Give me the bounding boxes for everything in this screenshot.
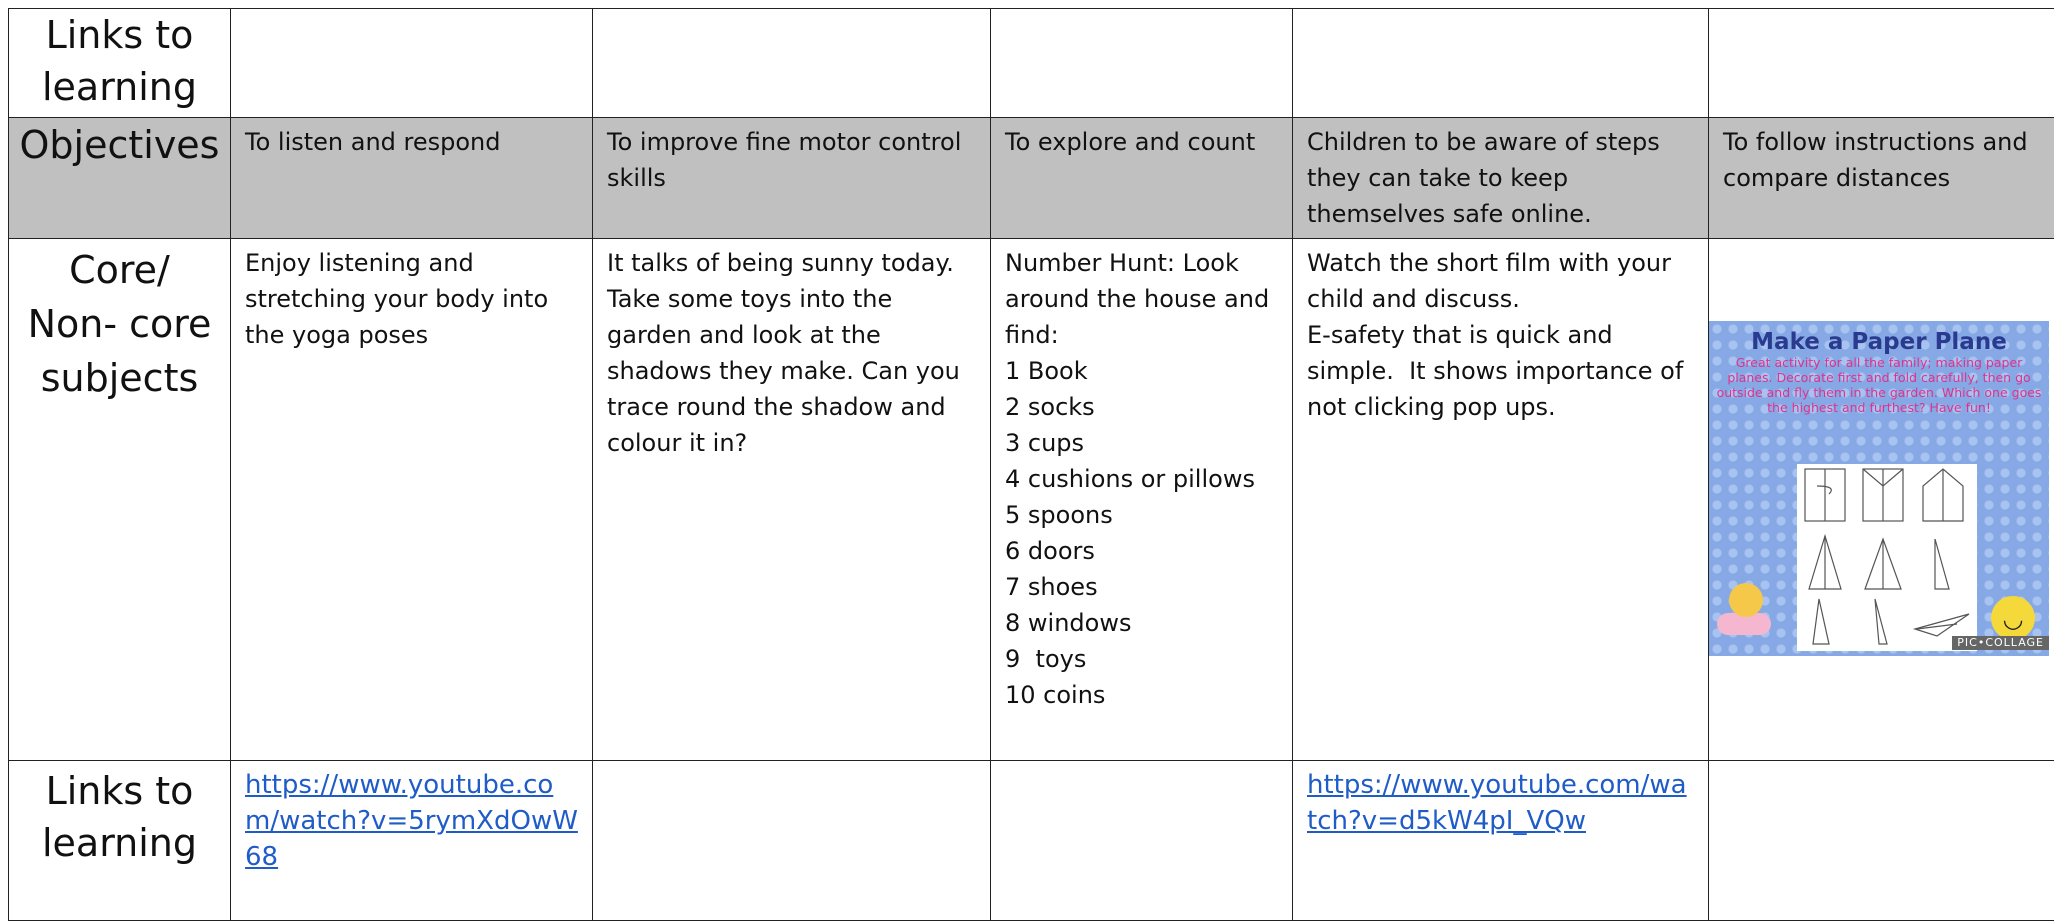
poster-title: Make a Paper Plane: [1709, 321, 2049, 355]
esafety-line-1: Watch the short film with your child and discuss.: [1307, 245, 1694, 317]
core-cell-number-hunt: [991, 239, 1293, 761]
yoga-video-link[interactable]: https://www.youtube.com/watch?v=5rymXdOwW68: [245, 770, 578, 872]
pic-collage-watermark: PIC•COLLAGE: [1952, 636, 2049, 650]
smiley-face-icon: ◡: [1991, 596, 2035, 640]
objective-cell: To explore and count: [991, 118, 1293, 239]
core-row: [9, 239, 2054, 761]
poster-text: Great activity for all the family; making paper planes. Decorate first and fold carefully, then go outside and fly them in the garden. Which one goes the highest and furthest? Have fun!: [1709, 355, 2049, 415]
esafety-video-link[interactable]: https://www.youtube.com/watch?v=d5kW4pI_VQw: [1307, 770, 1687, 836]
objective-cell: To listen and respond: [231, 118, 593, 239]
core-cell-yoga: Enjoy listening and stretching your body into the yoga poses: [231, 239, 593, 761]
links-cell: [1709, 9, 2054, 118]
links-cell: [231, 9, 593, 118]
hunt-item: 2 socks: [1005, 389, 1278, 425]
objectives-row: [9, 118, 2054, 239]
hunt-item: 1 Book: [1005, 353, 1278, 389]
core-cell-paper-plane: [1709, 239, 2054, 761]
core-cell-esafety: [1293, 239, 1709, 761]
hunt-item: 6 doors: [1005, 533, 1278, 569]
objectives-header: Objectives: [9, 118, 231, 239]
core-header: Core/ Non- core subjects: [9, 239, 231, 761]
hunt-item: 9 toys: [1005, 641, 1278, 677]
links-cell: [991, 9, 1293, 118]
links-row-top: [9, 9, 2054, 118]
objective-cell: To follow instructions and compare distances: [1709, 118, 2054, 239]
hunt-item: 7 shoes: [1005, 569, 1278, 605]
links-cell: [593, 9, 991, 118]
hunt-item: 8 windows: [1005, 605, 1278, 641]
objective-cell: To improve fine motor control skills: [593, 118, 991, 239]
hunt-item: 3 cups: [1005, 425, 1278, 461]
hunt-item: 5 spoons: [1005, 497, 1278, 533]
folding-steps-diagram: [1797, 464, 1977, 651]
weekly-learning-table: [8, 8, 2054, 921]
number-hunt-intro: Number Hunt: Look around the house and find:: [1005, 245, 1278, 353]
sun-icon: [1729, 583, 1763, 617]
links-header-top: Links to learning: [9, 9, 231, 118]
links-header-bottom: Links to learning: [9, 761, 231, 921]
paper-plane-folds-icon: [1797, 464, 1977, 651]
hunt-item: 4 cushions or pillows: [1005, 461, 1278, 497]
paper-plane-poster-image: [1709, 321, 2049, 656]
links-cell: [1293, 9, 1709, 118]
hunt-item: 10 coins: [1005, 677, 1278, 713]
core-cell-shadows: It talks of being sunny today. Take some toys into the garden and look at the shadows they make. Can you trace round the shadow and colour it in?: [593, 239, 991, 761]
objective-cell: Children to be aware of steps they can take to keep themselves safe online.: [1293, 118, 1709, 239]
esafety-line-2: E-safety that is quick and simple. It shows importance of not clicking pop ups.: [1307, 317, 1694, 425]
